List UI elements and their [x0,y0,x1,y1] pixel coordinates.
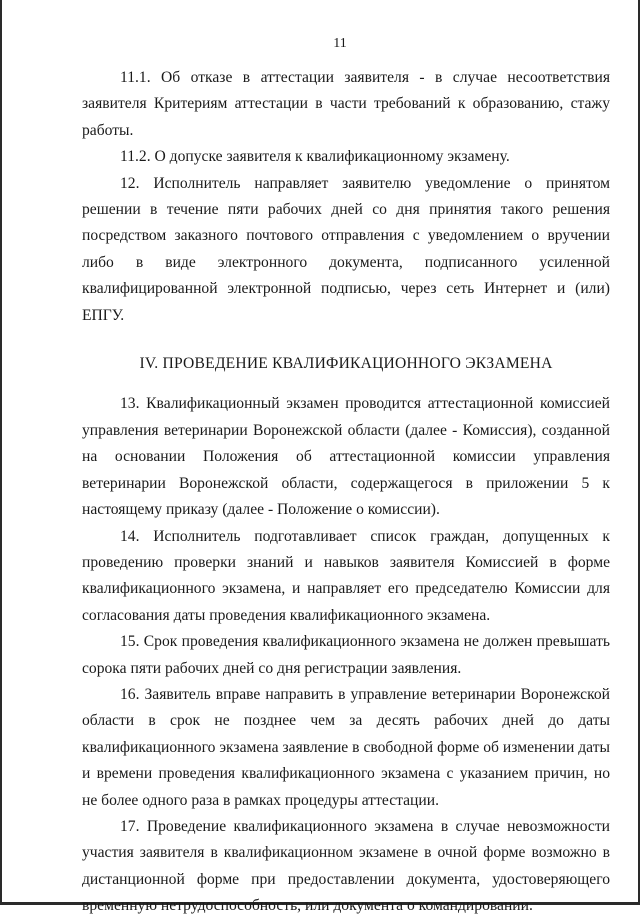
paragraph-17: 17. Проведение квалификационного экзамена в случае невозможности участия заявителя в квалификационном экзамене в очной форме возможно в дистанционной форме при предоставлении документа, удостоверяющего временную нетрудоспособность, или документа о командировании. [82,817,610,915]
paragraph-16: 16. Заявитель вправе направить в управление ветеринарии Воронежской области в срок не позднее чем за десять рабочих дней до даты квалификационного экзамена заявление в свободной форме об изменении даты и времени проведения квалификационного экзамена с указанием причин, но не более одного раза в рамках процедуры аттестации. [82,685,610,809]
section-heading: IV. ПРОВЕДЕНИЕ КВАЛИФИКАЦИОННОГО ЭКЗАМЕНА [139,355,553,373]
paragraph-15: 15. Срок проведения квалификационного экзамена не должен превышать сорока пяти рабочих дней со дня регистрации заявления. [82,633,610,677]
scan-edge-left [0,0,2,905]
paragraph-11-1: 11.1. Об отказе в аттестации заявителя - в случае несоответствия заявителя Критериям аттестации в части требований к образованию, стажу работы. [82,69,610,139]
paragraph-11-2: 11.2. О допуске заявителя к квалификационному экзамену. [120,148,510,166]
paragraph-13: 13. Квалификационный экзамен проводится аттестационной комиссией управления ветеринарии Воронежской области (далее - Комиссия), созданной на основании Положения об аттестационной комиссии управления ветеринарии Воронежской области, содержащегося в приложении 5 к настоящему приказу (далее - Положение о комиссии). [82,395,610,519]
paragraph-14: 14. Исполнитель подготавливает список граждан, допущенных к проведению проверки знаний и навыков заявителя Комиссией в форме квалификационного экзамена, и направляет его председателю Комиссии для согласования даты проведения квалификационного экзамена. [82,527,610,624]
paragraph-12: 12. Исполнитель направляет заявителю уведомление о принятом решении в течение пяти рабочих дней со дня принятия такого решения посредством заказного почтового отправления с уведомлением о вручении либо в виде электронного документа, подписанного усиленной квалифицированной электронной подписью, через сеть Интернет и (или) ЕПГУ. [82,174,610,324]
page-number: 11 [333,36,347,51]
document-body [82,65,610,920]
